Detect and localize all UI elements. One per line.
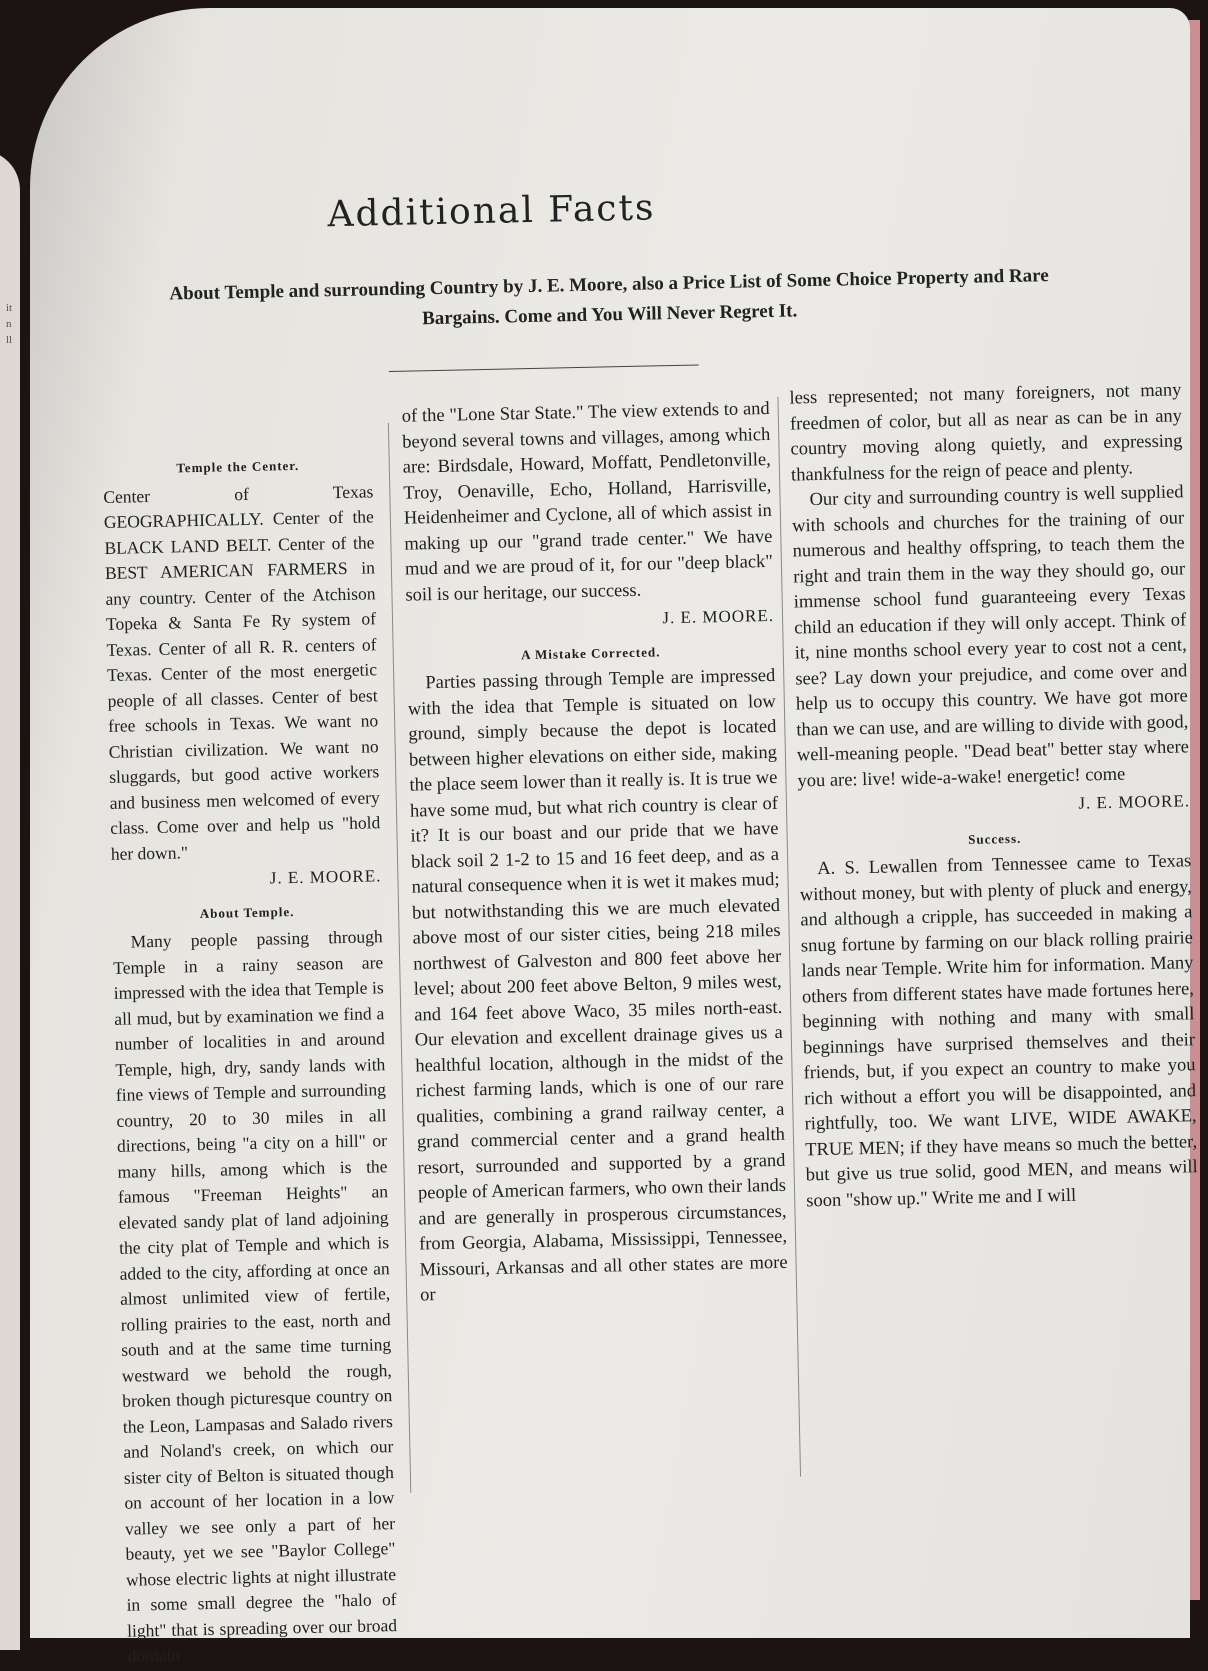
signature: J. E. MOORE. bbox=[1078, 791, 1191, 813]
paragraph: Our city and surrounding country is well supplied with schools and churches for the training of our numerous and healthy offspring, to teach them the right and train them in the way they should go, our immense school fund guaranteeing every Texas child an education if they will only accept. Think of it, nine months school every year to cost not a cent, see? Lay down your prejudice, and come over and help us to occupy this country. We have got more than we can use, and are willing to divide with good, well-meaning people. "Dead beat" better stay where you are: live! wide-a-wake! energetic! come bbox=[791, 482, 1190, 791]
section-heading: Temple the Center. bbox=[176, 457, 300, 476]
paragraph: Center of Texas GEOGRAPHICALLY. Center of the BLACK LAND BELT. Center of the BEST AMERICAN FARMERS in any country. Center of the Atchison Topeka & Santa Fe Ry system of Texas. Center of all R. R. centers of Texas. Center of the most energetic people of all classes. Center of best free schools in Texas. We want no Christian civilization. We want no sluggards, but good active workers and business men welcomed of every class. Come over and help us "hold her down." bbox=[103, 480, 381, 864]
title-rule bbox=[389, 364, 699, 371]
paragraph: Parties passing through Temple are impressed with the idea that Temple is situated on low ground, simply because the depot is located between higher elevations on either side, making the place seem lower than it really is. It is true we have some mud, but what rich country is clear of it? It is our boast and our pride that we have black soil 2 1-2 to 15 and 16 feet deep, and as a natural consequence when it is wet it makes mud; but notwithstanding this we are much elevated above most of our sister cities, being 218 miles northwest of Galveston and 800 feet above her level; about 200 feet above Belton, 9 miles west, and 164 feet above Waco, 35 miles north-east. Our elevation and excellent drainage gives us a healthful location, although in the midst of the richest farming lands, which is one of our rare qualities, combining a grand railway center, a grand commercial center and a grand health resort, surrounded and supported by a grand people of American farmers, who own their lands and are generally in prosperous circumstances, from Georgia, Alabama, Mississippi, Tennessee, Missouri, Arkansas and all other states are more or bbox=[407, 665, 788, 1306]
column-middle bbox=[402, 397, 789, 1309]
section-heading: A Mistake Corrected. bbox=[520, 643, 661, 662]
section-heading: Success. bbox=[967, 830, 1022, 847]
book-page bbox=[30, 8, 1198, 1666]
column-left bbox=[102, 443, 398, 1669]
signature: J. E. MOORE. bbox=[662, 605, 775, 628]
section-heading: About Temple. bbox=[199, 903, 295, 921]
signature: J. E. MOORE. bbox=[269, 866, 382, 888]
page-title: Additional Facts bbox=[327, 187, 656, 236]
paragraph: of the "Lone Star State." The view extends to and beyond several towns and villages, among which are: Birdsdale, Howard, Moffatt, Pendletonville, Troy, Oenaville, Echo, Holland, Harrisville, Heidenheimer and Cyclone, all of which assist in making up our "grand trade center." We have mud and we are proud of it, for our "deep black" soil is our heritage, our success. bbox=[401, 398, 774, 606]
column-right bbox=[789, 378, 1198, 1214]
paragraph: A. S. Lewallen from Tennessee came to Texas without money, but with plenty of pluck and energy, and although a cripple, has succeeded in making a snug fortune by farming on our black rolling prairie lands near Temple. Write him for information. Many others from different states have made fortunes here, beginning with nothing and many with small beginnings have surprised themselves and their friends, but, if you expect an country to make you rich without a effort you will be disappointed, and rightfully, too. We want LIVE, WIDE AWAKE, TRUE MEN; if they have means so much the better, but give us true solid, good MEN, and means will soon "show up." Write me and I will bbox=[799, 851, 1198, 1211]
page-content bbox=[13, 0, 1207, 1666]
left-page-text: it n ll bbox=[6, 302, 13, 346]
paragraph: Many people passing through Temple in a rainy season are impressed with the idea that Temple is all mud, but by examination we find a number of localities in and around Temple, high, dry, sandy lands with fine views of Temple and surrounding country, 20 to 30 miles in all directions, being "a city on a hill" or many hills, among which is the famous "Freeman Heights" an elevated sandy plat of land adjoining the city plat of Temple and which is added to the city, affording at once an almost unlimited view of fertile, rolling prairies to the east, north and south and at the same time turning westward we behold the rough, broken though picturesque country on the Leon, Lampasas and Salado rivers and Noland's creek, on which our sister city of Belton is situated though on account of her location in a low valley we see only a part of her beauty, yet we see "Baylor College" whose electric lights at night illustrate in some small degree the "halo of light" that is spreading over our broad domain bbox=[113, 926, 398, 1666]
page-subtitle: About Temple and surrounding Country by J. E. Moore, also a Price List of Some Choice Property and Rare Bargains. Come and You Will Never Regret It. bbox=[169, 265, 1049, 330]
paragraph: less represented; not many foreigners, not many freedmen of color, but all as near as can be in any country moving along quietly, and expressing thankfulness for the reign of peace and plenty. bbox=[789, 380, 1183, 486]
left-page-edge bbox=[0, 150, 20, 1650]
